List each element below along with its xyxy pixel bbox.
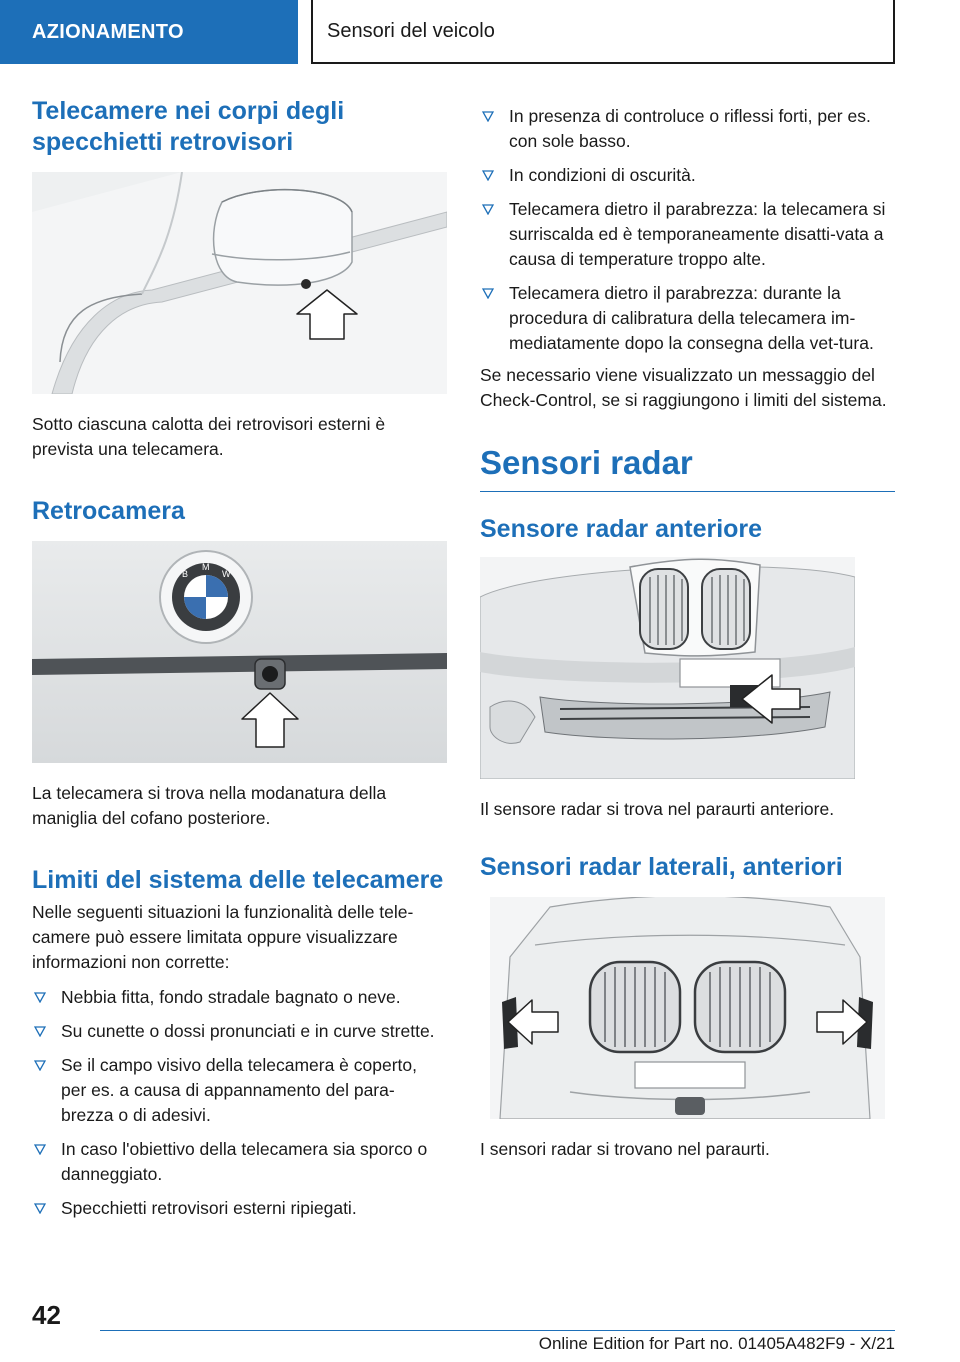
front-radar-caption: Il sensore radar si trova nel paraurti anteriore. [480,799,835,819]
heading-front-radar: Sensore radar anteriore [480,515,763,543]
rear-camera-illustration [32,541,447,763]
list-item-text: In presenza di controluce o riflessi forti, per es. con sole basso. [509,106,871,151]
camera-limits-intro: Nelle seguenti situazioni la funzionalità delle tele-camere può essere limitata oppure visualizzare informazioni non corrette: [32,902,414,972]
triangle-bullet-icon [482,170,494,181]
left-column [32,96,447,1230]
triangle-bullet-icon [482,288,494,299]
side-radar-illustration [490,897,885,1119]
list-item-text: Nebbia fitta, fondo stradale bagnato o neve. [61,987,401,1007]
list-item [32,1053,447,1128]
header-chapter-title: Sensori del veicolo [327,19,495,42]
heading-radar-sensors: Sensori radar [480,444,693,481]
mirror-camera-caption: Sotto ciascuna calotta dei retrovisori esterni è prevista una telecamera. [32,414,386,459]
triangle-bullet-icon [34,992,46,1003]
camera-limits-list-right [480,104,895,356]
list-item-text: Se il campo visivo della telecamera è coperto, per es. a causa di appannamento del para-brezza o di adesivi. [61,1055,418,1125]
triangle-bullet-icon [34,1060,46,1071]
list-item [32,1019,447,1044]
rear-camera-caption: La telecamera si trova nella modanatura della maniglia del cofano posteriore. [32,783,387,828]
list-item [32,1137,447,1187]
header-section-tab [0,0,298,64]
bmw-logo-letter-b: B [182,569,189,579]
triangle-bullet-icon [34,1026,46,1037]
check-control-note: Se necessario viene visualizzato un messaggio del Check-Control, se si raggiungono i limiti del sistema. [480,365,887,410]
heading-camera-limits: Limiti del sistema delle telecamere [32,866,444,894]
list-item [480,104,895,154]
list-item-text: Telecamera dietro il parabrezza: durante la procedura di calibratura della telecamera im-mediatamente dopo la consegna della vet-tura. [509,283,874,353]
radar-section-heading-wrap [480,441,895,492]
heading-rear-camera: Retrocamera [32,497,185,525]
bmw-logo-letter-m: M [202,562,210,572]
triangle-bullet-icon [482,204,494,215]
footer-edition: Online Edition for Part no. 01405A482F9 - X/21 [538,1334,895,1353]
mirror-camera-illustration [32,172,447,394]
triangle-bullet-icon [34,1144,46,1155]
list-item [480,281,895,356]
list-item-text: Su cunette o dossi pronunciati e in curve strette. [61,1021,435,1041]
header-section-title: AZIONAMENTO [32,20,184,43]
camera-limits-list-left [32,985,447,1221]
list-item-text: Specchietti retrovisori esterni ripiegati. [61,1198,357,1218]
heading-mirror-cameras: Telecamere nei corpi degli specchietti retrovisori [32,97,345,156]
triangle-bullet-icon [482,111,494,122]
bmw-logo-letter-w: W [222,569,231,579]
list-item-text: Telecamera dietro il parabrezza: la telecamera si surriscalda ed è temporaneamente disatti-vata a causa di temperature troppo alte. [509,199,886,269]
side-radar-caption: I sensori radar si trovano nel paraurti. [480,1139,770,1159]
list-item [480,197,895,272]
right-column [480,104,895,1172]
page-number: 42 [32,1300,61,1330]
list-item [480,163,895,188]
list-item [32,1196,447,1221]
list-item-text: In condizioni di oscurità. [509,165,696,185]
front-radar-illustration [480,557,855,779]
list-item [32,985,447,1010]
footer-rule [100,1330,895,1331]
heading-side-radar: Sensori radar laterali, anteriori [480,853,843,881]
header-chapter-box [311,0,895,64]
list-item-text: In caso l'obiettivo della telecamera sia sporco o danneggiato. [61,1139,428,1184]
triangle-bullet-icon [34,1203,46,1214]
